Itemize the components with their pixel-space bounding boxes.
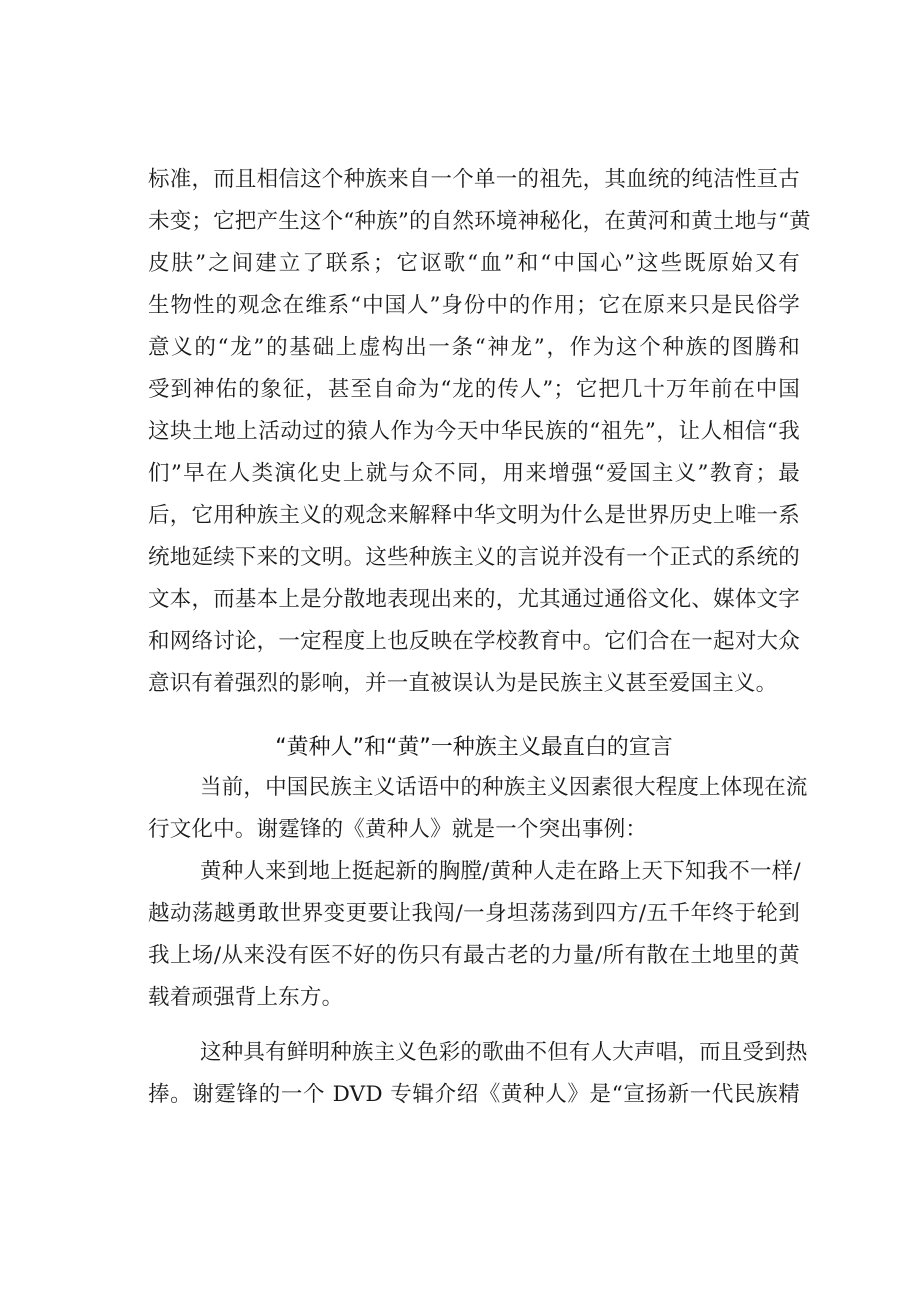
- text-line: 和网络讨论，一定程度上也反映在学校教育中。它们合在一起对大众: [148, 629, 800, 654]
- text-line: 意义的“龙”的基础上虚构出一条“神龙”，作为这个种族的图腾和: [148, 335, 800, 360]
- text-line: 生物性的观念在维系“中国人”身份中的作用；它在原来只是民俗学: [148, 293, 800, 318]
- section-heading: “黄种人”和“黄”一种族主义最直白的宣言: [275, 735, 673, 760]
- text-line: 这种具有鲜明种族主义色彩的歌曲不但有人大声唱，而且受到热: [200, 1040, 808, 1065]
- text-line: 捧。谢霆锋的一个 DVD 专辑介绍《黄种人》是“宣扬新一代民族精: [148, 1082, 800, 1107]
- text-line: 受到神佑的象征，甚至自命为“龙的传人”；它把几十万年前在中国: [148, 377, 800, 402]
- text-line: 标准，而且相信这个种族来自一个单一的祖先，其血统的纯洁性亘古: [148, 167, 800, 192]
- text-line: 文本，而基本上是分散地表现出来的，尤其通过通俗文化、媒体文字: [148, 587, 800, 612]
- text-line: 未变；它把产生这个“种族”的自然环境神秘化，在黄河和黄土地与“黄: [148, 209, 811, 234]
- text-line: 意识有着强烈的影响，并一直被误认为是民族主义甚至爱国主义。: [148, 671, 778, 696]
- text-line: 们”早在人类演化史上就与众不同，用来增强“爱国主义”教育；最: [148, 461, 800, 486]
- lyric-line: 我上场/从来没有医不好的伤只有最古老的力量/所有散在土地里的黄: [148, 943, 800, 968]
- text-line: 行文化中。谢霆锋的《黄种人》就是一个突出事例：: [148, 817, 648, 842]
- text-line: 后，它用种族主义的观念来解释中华文明为什么是世界历史上唯一系: [148, 503, 800, 528]
- text-line: 这块土地上活动过的猿人作为今天中华民族的“祖先”，让人相信“我: [148, 419, 800, 444]
- text-line: 当前，中国民族主义话语中的种族主义因素很大程度上体现在流: [200, 775, 808, 800]
- text-line: 皮肤”之间建立了联系；它讴歌“血”和“中国心”这些既原始又有: [148, 251, 800, 276]
- lyric-line: 黄种人来到地上挺起新的胸膛/黄种人走在路上天下知我不一样/: [200, 859, 801, 884]
- lyric-line: 载着顽强背上东方。: [148, 985, 344, 1010]
- text-line: 统地延续下来的文明。这些种族主义的言说并没有一个正式的系统的: [148, 545, 800, 570]
- lyric-line: 越动荡越勇敢世界变更要让我闯/一身坦荡荡到四方/五千年终于轮到: [148, 901, 800, 926]
